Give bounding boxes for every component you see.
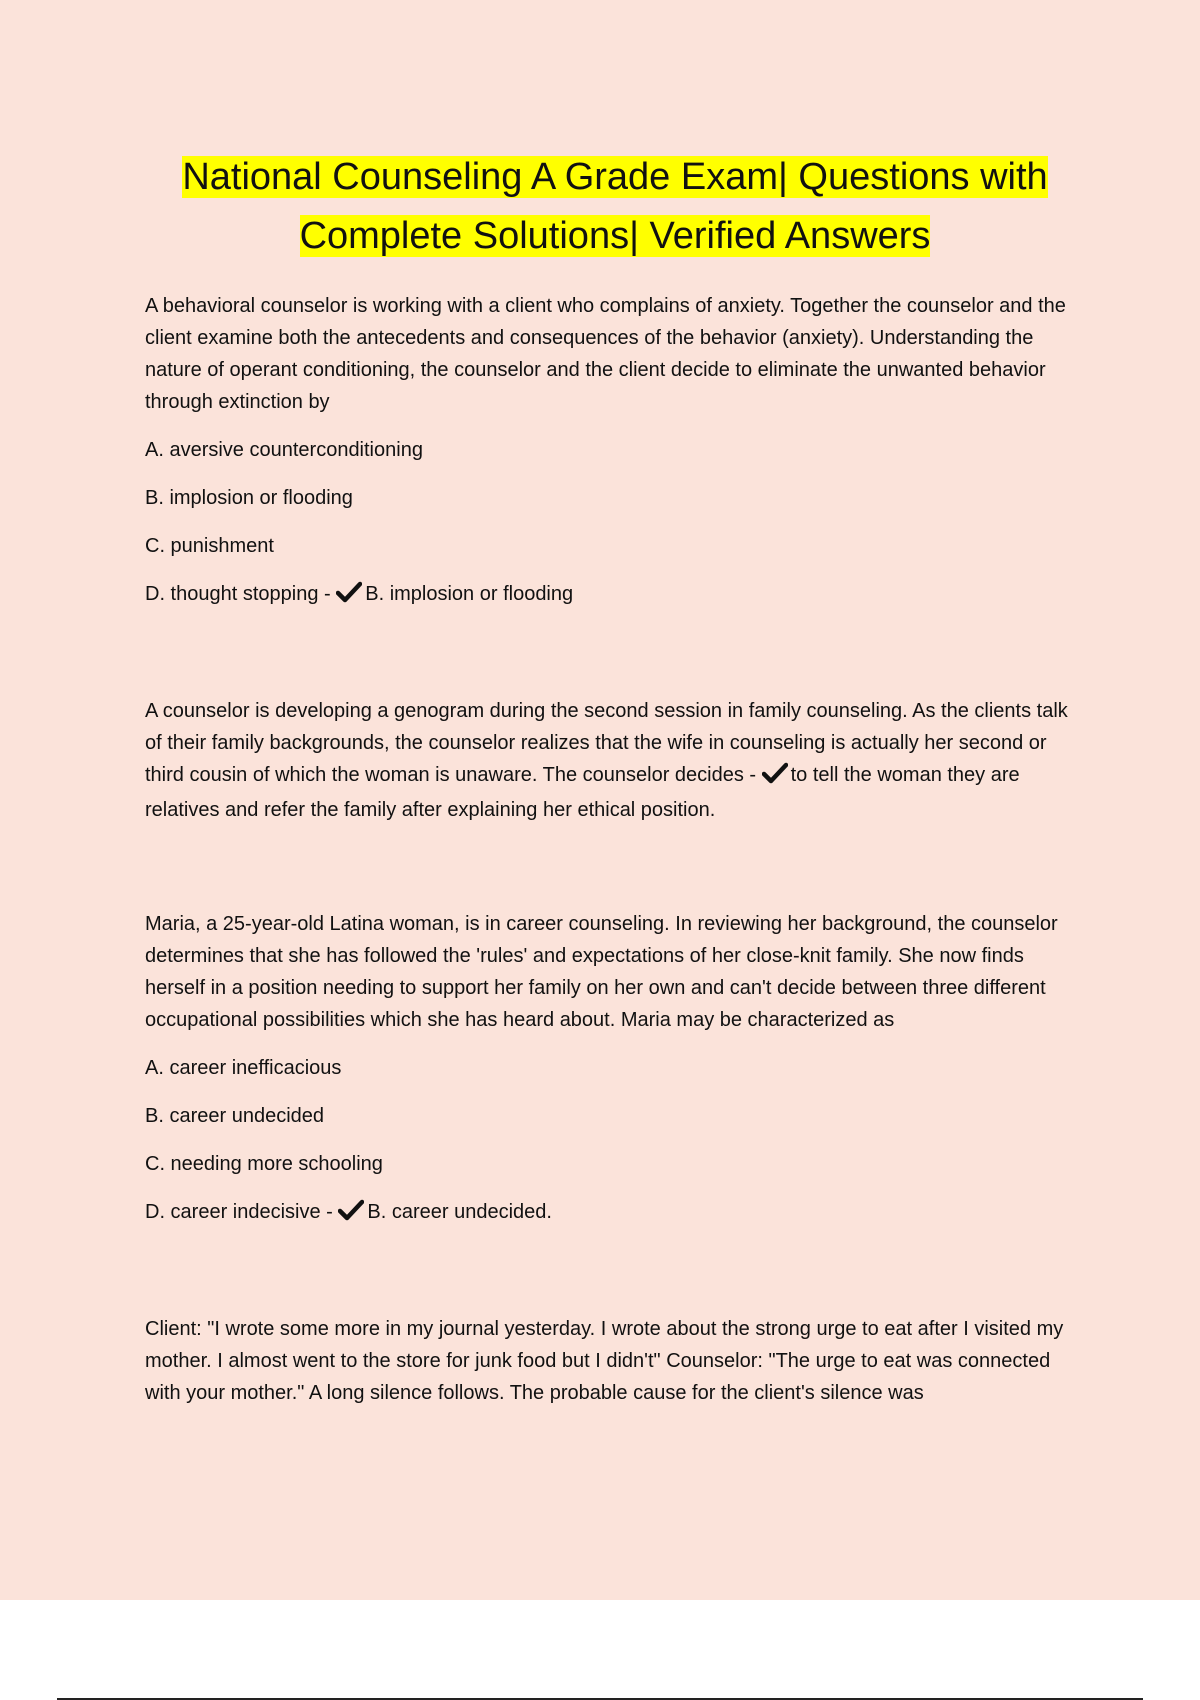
option-a: A. career inefficacious xyxy=(145,1057,342,1079)
option-d-with-answer xyxy=(145,578,1085,613)
option-c: C. needing more schooling xyxy=(145,1153,383,1175)
document-title xyxy=(145,148,1085,266)
answer-text: B. implosion or flooding xyxy=(365,583,574,605)
checkmark-icon xyxy=(336,581,362,613)
answer-text: to tell the woman they are relatives and refer the family after explaining her ethical position. xyxy=(145,764,1020,821)
question-stem-with-answer xyxy=(145,695,1085,826)
question-1 xyxy=(145,290,1085,613)
document-content xyxy=(145,148,1085,1491)
question-stem: A behavioral counselor is working with a client who complains of anxiety. Together the counselor and the client examine both the antecedents and consequences of the behavior (anxiety). Understanding the nature of operant conditioning, the counselor and the client decide to eliminate the unwanted behavior through extinction by xyxy=(145,295,1066,413)
option-c: C. punishment xyxy=(145,535,274,557)
option-b: B. career undecided xyxy=(145,1105,325,1127)
option-d: D. thought stopping - xyxy=(145,583,337,605)
question-4 xyxy=(145,1313,1085,1409)
question-stem: Client: "I wrote some more in my journal yesterday. I wrote about the strong urge to eat after I visited my mother. I almost went to the store for junk food but I didn't" Counselor: "The urge to eat was connected with your mother." A long silence follows. The probable cause for the client's silence was xyxy=(145,1318,1064,1404)
checkmark-icon xyxy=(338,1199,364,1231)
option-b: B. implosion or flooding xyxy=(145,487,353,509)
checkmark-icon xyxy=(762,762,788,794)
answer-text: B. career undecided. xyxy=(367,1201,552,1223)
question-2 xyxy=(145,695,1085,826)
option-d: D. career indecisive - xyxy=(145,1201,339,1223)
title-line-1: National Counseling A Grade Exam| Questions with xyxy=(182,156,1048,198)
title-line-2: Complete Solutions| Verified Answers xyxy=(299,215,931,257)
question-3 xyxy=(145,908,1085,1231)
question-stem: A counselor is developing a genogram during the second session in family counseling. As the clients talk of their family backgrounds, the counselor realizes that the wife in counseling is actually her second or third cousin of which the woman is unaware. The counselor decides - xyxy=(145,700,1068,786)
question-stem: Maria, a 25-year-old Latina woman, is in career counseling. In reviewing her background, the counselor determines that she has followed the 'rules' and expectations of her close-knit family. She now finds herself in a position needing to support her family on her own and can't decide between three different occupational possibilities which she has heard about. Maria may be characterized as xyxy=(145,913,1058,1031)
option-d-with-answer xyxy=(145,1196,1085,1231)
option-a: A. aversive counterconditioning xyxy=(145,439,423,461)
